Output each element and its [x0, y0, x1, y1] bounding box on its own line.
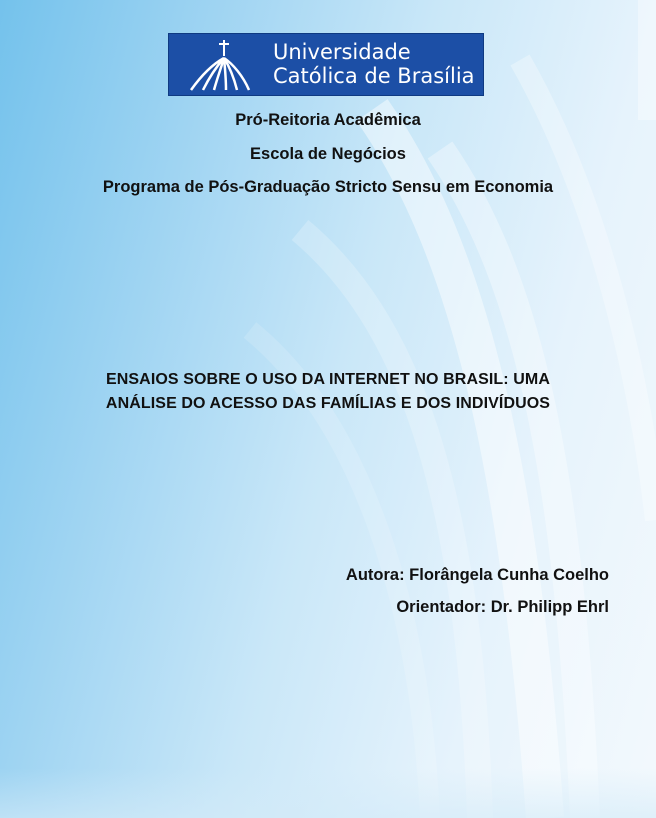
pro-rectory-heading: Pró-Reitoria Acadêmica [235, 111, 421, 129]
program-heading: Programa de Pós-Graduação Stricto Sensu em Economia [102, 178, 554, 196]
right-edge-strip [638, 0, 656, 120]
thesis-title-line-1: ENSAIOS SOBRE O USO DA INTERNET NO BRASIL: UMA [105, 371, 551, 388]
logo-line-1: Universidade [273, 40, 411, 64]
bottom-band [0, 768, 656, 818]
advisor-line: Orientador: Dr. Philipp Ehrl [396, 598, 609, 616]
thesis-title [40, 368, 616, 416]
university-logo [168, 33, 484, 96]
thesis-title-line-2: ANÁLISE DO ACESSO DAS FAMÍLIAS E DOS INDIVÍDUOS [105, 395, 551, 412]
cathedral-icon [177, 38, 257, 93]
logo-wordmark [273, 40, 475, 88]
author-line: Autora: Florângela Cunha Coelho [345, 566, 609, 584]
school-heading: Escola de Negócios [250, 145, 406, 163]
logo-line-2: Católica de Brasília [273, 64, 475, 88]
